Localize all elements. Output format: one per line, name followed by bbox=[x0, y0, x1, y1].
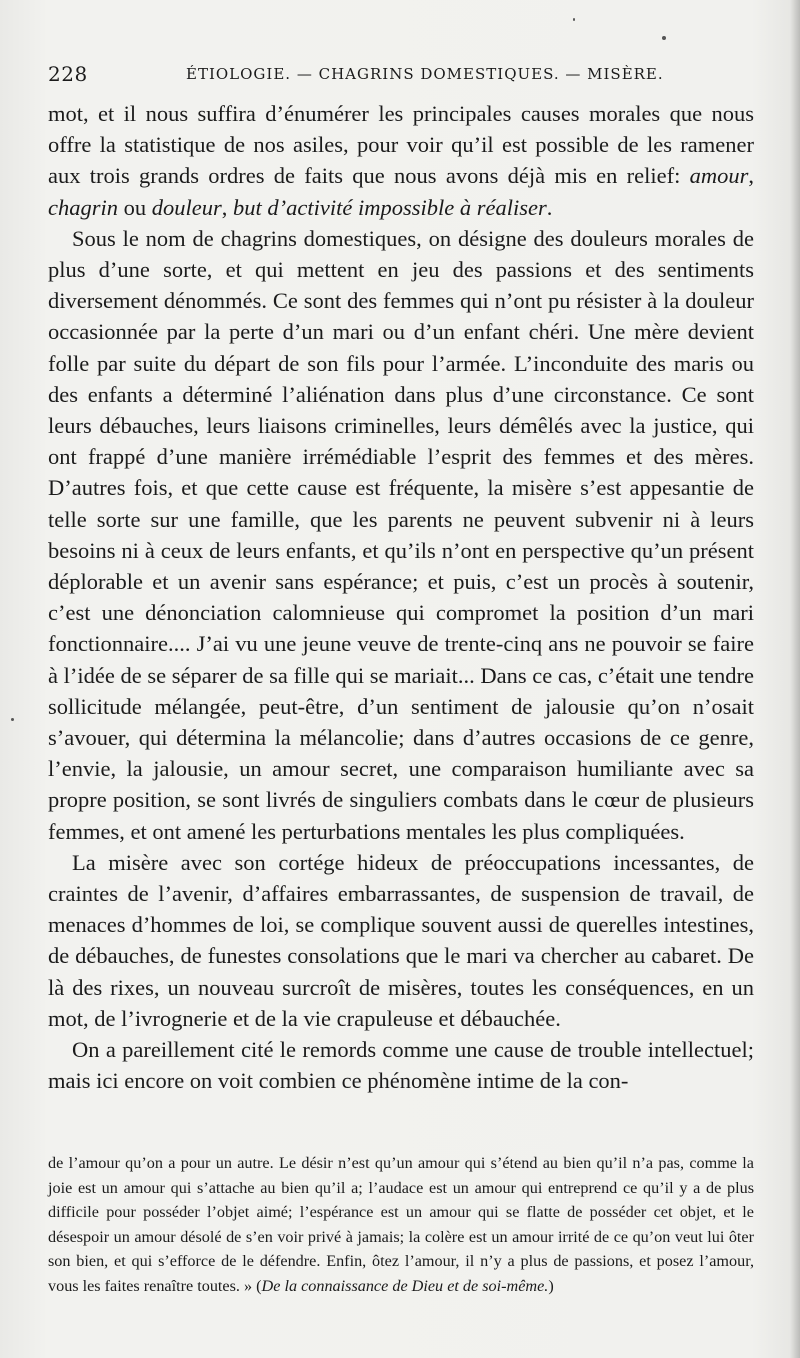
emphasis-amour: amour bbox=[689, 163, 749, 189]
ink-speck bbox=[11, 718, 14, 721]
emphasis-chagrin: chagrin bbox=[48, 194, 118, 220]
main-text bbox=[48, 98, 754, 1097]
separator: , bbox=[221, 194, 233, 220]
page-number: 228 bbox=[48, 62, 88, 86]
separator: ou bbox=[118, 194, 152, 220]
paragraph-3: La misère avec son cortége hideux de préoccupations incessantes, de craintes de l’avenir, d’affaires embarrassantes, de suspension de travail, de menaces d’hommes de loi, se complique souvent aussi de querelles intestines, de débauches, de funestes consolations que le mari va chercher au cabaret. De là des rixes, un nouveau surcroît de misères, toutes les conséquences, en un mot, de l’ivrognerie et de la vie crapuleuse et débauchée. bbox=[48, 849, 754, 1031]
paragraph-1-text: mot, et il nous suffira d’énumérer les principales causes morales que nous offre la statistique de nos asiles, pour voir qu’il est possible de les ramener aux trois grands ordres de faits que nous avons déjà mis en relief: bbox=[48, 101, 754, 189]
paragraph-4: On a pareillement cité le remords comme une cause de trouble intellectuel; mais ici encore on voit combien ce phénomène intime de la con- bbox=[48, 1037, 754, 1094]
footnote bbox=[48, 1151, 754, 1299]
ink-speck bbox=[662, 36, 666, 40]
footnote-paragraph bbox=[48, 1151, 754, 1299]
footnote-end: ) bbox=[548, 1276, 554, 1295]
page-header bbox=[48, 62, 760, 88]
footnote-citation: De la connaissance de Dieu et de soi-même. bbox=[261, 1276, 549, 1295]
separator: , bbox=[748, 163, 754, 189]
running-title: ÉTIOLOGIE. — CHAGRINS DOMESTIQUES. — MISÈRE. bbox=[186, 65, 664, 83]
footnote-text: de l’amour qu’on a pour un autre. Le désir n’est qu’un amour qui s’étend au bien qu’il n’a pas, comme la joie est un amour qui s’attache au bien qu’il a; l’audace est un amour qui entreprend ce qu’il y a de plus difficile pour posséder l’objet aimé; l’espérance est un amour qui se flatte de posséder cet objet, et le désespoir un amour désolé de s’en voir privé à jamais; la colère est un amour irrité de ce qu’on veut lui ôter son bien, et qui s’efforce de le défendre. Enfin, ôtez l’amour, il n’y a plus de passions, et posez l’amour, vous les faites renaître toutes. » ( bbox=[48, 1154, 754, 1295]
paragraph-end: . bbox=[546, 194, 553, 220]
emphasis-douleur: douleur bbox=[151, 194, 222, 220]
ink-speck bbox=[573, 18, 575, 21]
page-edge-shadow bbox=[790, 0, 800, 1358]
paragraph-2: Sous le nom de chagrins domestiques, on désigne des douleurs morales de plus d’une sorte, et qui mettent en jeu des passions et des sentiments diversement dénommés. Ce sont des femmes qui n’ont pu résister à la douleur occasionnée par la perte d’un mari ou d’un enfant chéri. Une mère devient folle par suite du départ de son fils pour l’armée. L’inconduite des maris ou des enfants a déterminé l’aliénation dans plus d’une circonstance. Ce sont leurs débauches, leurs liaisons criminelles, leurs démêlés avec la justice, qui ont frappé d’une manière irrémédiable l’esprit des femmes et des mères. D’autres fois, et que cette cause est fréquente, la misère s’est appesantie de telle sorte sur une famille, que les parents ne peuvent subvenir ni à leurs besoins ni à ceux de leurs enfants, et qu’ils n’ont en perspective qu’un présent déplorable et un avenir sans espérance; et puis, c’est un procès à soutenir, c’est une dénonciation calomnieuse qui compromet la position d’un mari fonctionnaire.... J’ai vu une jeune veuve de trente-cinq ans ne pouvoir se faire à l’idée de se séparer de sa fille qui se mariait... Dans ce cas, c’était une tendre sollicitude mélangée, peut-être, d’un sentiment de jalousie qu’on n’osait s’avouer, qui détermina la mélancolie; dans d’autres occasions de ce genre, l’envie, la jalousie, un amour secret, une comparaison humiliante avec sa propre position, se sont livrés de singuliers combats dans le cœur de plusieurs femmes, et ont amené les perturbations mentales les plus compliquées. bbox=[48, 225, 754, 844]
paragraph-1 bbox=[48, 98, 754, 223]
emphasis-but: but d’activité impossible à réaliser bbox=[233, 194, 547, 220]
